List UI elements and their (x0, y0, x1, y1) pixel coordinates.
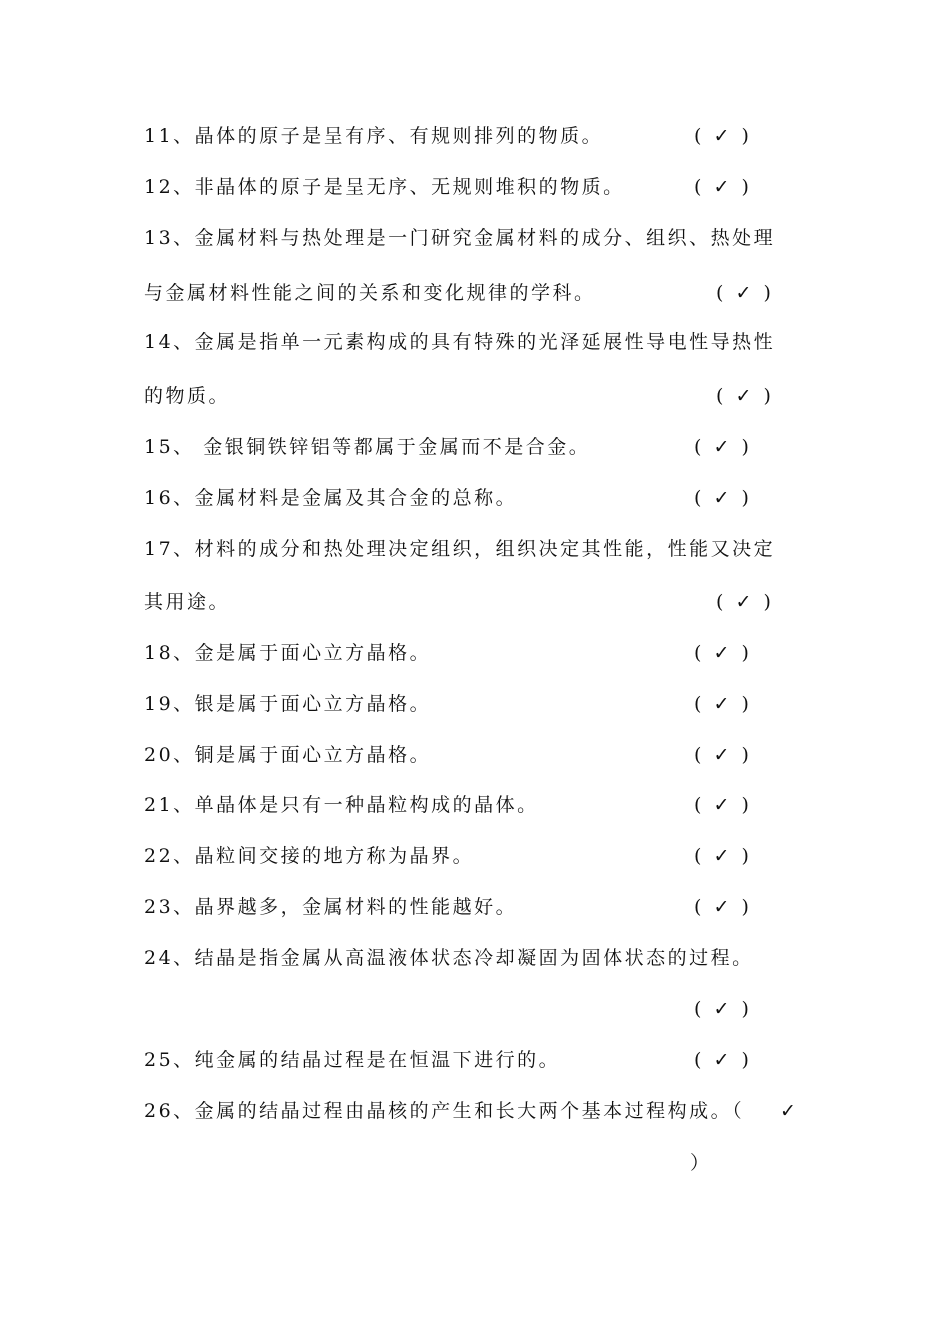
answer-mark-11: ( ✓ ) (694, 125, 749, 147)
answer-mark-19: ( ✓ ) (694, 693, 749, 715)
answer-mark-16: ( ✓ ) (694, 487, 749, 509)
question-24: 24、结晶是指金属从高温液体状态冷却凝固为固体状态的过程。 (144, 947, 754, 969)
answer-mark-25: ( ✓ ) (694, 1049, 749, 1071)
question-23: 23、晶界越多，金属材料的性能越好。 (144, 896, 518, 918)
question-14-line-1: 14、金属是指单一元素构成的具有特殊的光泽延展性导电性导热性 (144, 331, 776, 353)
answer-mark-24: ( ✓ ) (694, 998, 749, 1020)
question-13-line-2: 与金属材料性能之间的关系和变化规律的学科。 (144, 282, 596, 304)
answer-mark-20: ( ✓ ) (694, 744, 749, 766)
answer-close-26: ） (690, 1152, 710, 1174)
question-25: 25、纯金属的结晶过程是在恒温下进行的。 (144, 1049, 561, 1071)
question-20: 20、铜是属于面心立方晶格。 (144, 744, 432, 766)
answer-mark-17: ( ✓ ) (716, 591, 771, 613)
question-15: 15、 金银铜铁锌铝等都属于金属而不是合金。 (144, 436, 591, 458)
answer-mark-22: ( ✓ ) (694, 845, 749, 867)
question-13-line-1: 13、金属材料与热处理是一门研究金属材料的成分、组织、热处理 (144, 227, 776, 249)
answer-mark-12: ( ✓ ) (694, 176, 749, 198)
answer-mark-14: ( ✓ ) (716, 385, 771, 407)
answer-mark-18: ( ✓ ) (694, 642, 749, 664)
question-12: 12、非晶体的原子是呈无序、无规则堆积的物质。 (144, 176, 625, 198)
answer-check-26: ✓ (780, 1100, 796, 1122)
question-14-line-2: 的物质。 (144, 385, 231, 407)
question-19: 19、银是属于面心立方晶格。 (144, 693, 432, 715)
answer-mark-13: ( ✓ ) (716, 282, 771, 304)
question-21: 21、单晶体是只有一种晶粒构成的晶体。 (144, 794, 539, 816)
question-17-line-2: 其用途。 (144, 591, 231, 613)
question-18: 18、金是属于面心立方晶格。 (144, 642, 432, 664)
question-22: 22、晶粒间交接的地方称为晶界。 (144, 845, 475, 867)
answer-mark-15: ( ✓ ) (694, 436, 749, 458)
answer-mark-21: ( ✓ ) (694, 794, 749, 816)
question-26: 26、金属的结晶过程由晶核的产生和长大两个基本过程构成。（ (144, 1100, 745, 1122)
question-17-line-1: 17、材料的成分和热处理决定组织，组织决定其性能，性能又决定 (144, 538, 776, 560)
question-11: 11、晶体的原子是呈有序、有规则排列的物质。 (144, 125, 604, 147)
question-16: 16、金属材料是金属及其合金的总称。 (144, 487, 518, 509)
answer-mark-23: ( ✓ ) (694, 896, 749, 918)
